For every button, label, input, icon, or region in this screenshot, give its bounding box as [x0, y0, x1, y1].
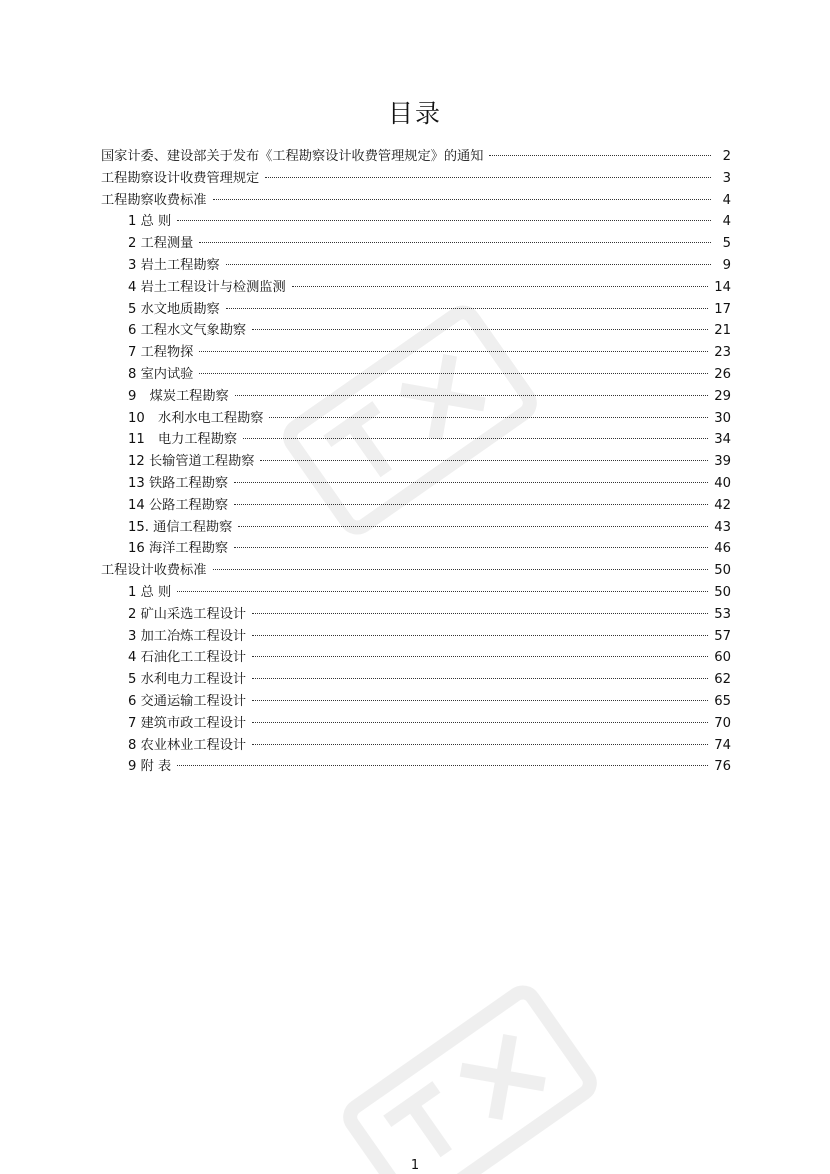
toc-entry-page: 76 [714, 759, 731, 775]
toc-entry[interactable] [101, 626, 731, 648]
toc-entry-page: 70 [714, 715, 731, 731]
toc-leader-dots [252, 635, 708, 636]
toc-entry-page: 3 [722, 170, 731, 186]
toc-leader-dots [235, 395, 709, 396]
toc-entry-label: 12 长输管道工程勘察 [128, 454, 255, 470]
toc-entry[interactable] [101, 451, 731, 473]
toc-leader-dots [226, 264, 711, 265]
toc-entry[interactable] [101, 342, 731, 364]
toc-leader-dots [199, 242, 711, 243]
toc-entry-page: 65 [714, 693, 731, 709]
toc-entry-label: 13 铁路工程勘察 [128, 475, 229, 491]
toc-entry[interactable] [101, 669, 731, 691]
toc-entry-label: 3 岩土工程勘察 [128, 257, 220, 273]
toc-leader-dots [234, 547, 708, 548]
toc-entry-label: 8 农业林业工程设计 [128, 737, 247, 753]
toc-entry[interactable] [101, 582, 731, 604]
toc-entry-label: 11 电力工程勘察 [128, 432, 238, 448]
toc-entry[interactable] [101, 756, 731, 778]
toc-entry[interactable] [101, 146, 731, 168]
toc-leader-dots [234, 482, 708, 483]
toc-leader-dots [252, 613, 708, 614]
toc-entry-page: 21 [714, 323, 731, 339]
toc-entry-label: 工程勘察收费标准 [101, 192, 207, 208]
toc-entry-page: 57 [714, 628, 731, 644]
toc-entry-page: 43 [714, 519, 731, 535]
toc-entry[interactable] [101, 604, 731, 626]
toc-leader-dots [265, 177, 711, 178]
toc-entry[interactable] [101, 495, 731, 517]
toc-entry-label: 工程设计收费标准 [101, 563, 207, 579]
toc-leader-dots [260, 460, 708, 461]
toc-entry-label: 7 工程物探 [128, 345, 194, 361]
toc-entry-page: 29 [714, 388, 731, 404]
toc-entry[interactable] [101, 473, 731, 495]
toc-leader-dots [252, 700, 708, 701]
toc-entry-label: 9 煤炭工程勘察 [128, 388, 229, 404]
toc-entry-page: 50 [714, 563, 731, 579]
toc-leader-dots [252, 744, 708, 745]
toc-leader-dots [243, 438, 708, 439]
toc-entry-page: 53 [714, 606, 731, 622]
toc-entry-page: 39 [714, 454, 731, 470]
toc-entry[interactable] [101, 211, 731, 233]
toc-entry-label: 工程勘察设计收费管理规定 [101, 170, 260, 186]
toc-leader-dots [252, 722, 708, 723]
toc-entry[interactable] [101, 320, 731, 342]
toc-leader-dots [238, 526, 708, 527]
toc-entry[interactable] [101, 408, 731, 430]
toc-entry-page: 40 [714, 475, 731, 491]
toc-entry-label: 1 总 则 [128, 584, 172, 600]
toc-entry-label: 5 水文地质勘察 [128, 301, 220, 317]
toc-entry-page: 34 [714, 432, 731, 448]
toc-entry-page: 42 [714, 497, 731, 513]
toc-entry-label: 5 水利电力工程设计 [128, 672, 247, 688]
toc-entry-label: 6 工程水文气象勘察 [128, 323, 247, 339]
toc-leader-dots [252, 329, 708, 330]
toc-entry-label: 14 公路工程勘察 [128, 497, 229, 513]
toc-entry-label: 4 岩土工程设计与检测监测 [128, 279, 286, 295]
toc-entry-label: 国家计委、建设部关于发布《工程勘察设计收费管理规定》的通知 [101, 149, 484, 164]
toc-entry-label: 2 矿山采选工程设计 [128, 606, 247, 622]
toc-entry-label: 4 石油化工工程设计 [128, 650, 247, 666]
toc-entry-label: 6 交通运输工程设计 [128, 693, 247, 709]
toc-leader-dots [234, 504, 708, 505]
toc-entry-page: 4 [722, 214, 731, 230]
toc-entry[interactable] [101, 168, 731, 190]
toc-entry-label: 15. 通信工程勘察 [128, 519, 233, 535]
toc-leader-dots [252, 678, 708, 679]
toc-entry-page: 4 [722, 192, 731, 208]
toc-leader-dots [226, 308, 709, 309]
toc-entry-page: 50 [714, 584, 731, 600]
toc-entry-label: 1 总 则 [128, 214, 172, 230]
toc-entry[interactable] [101, 538, 731, 560]
toc-leader-dots [252, 656, 708, 657]
toc-entry[interactable] [101, 386, 731, 408]
toc-entry-page: 30 [714, 410, 731, 426]
toc-leader-dots [269, 417, 708, 418]
toc-entry[interactable] [101, 517, 731, 539]
toc-entry-page: 2 [722, 149, 731, 164]
toc-entry[interactable] [101, 735, 731, 757]
toc-entry-page: 17 [714, 301, 731, 317]
toc-entry[interactable] [101, 713, 731, 735]
toc-entry-page: 60 [714, 650, 731, 666]
toc-leader-dots [292, 286, 709, 287]
toc-leader-dots [177, 591, 708, 592]
toc-entry-page: 46 [714, 541, 731, 557]
toc-leader-dots [213, 569, 709, 570]
page-number: 1 [410, 1158, 420, 1173]
toc-entry-page: 26 [714, 366, 731, 382]
toc-leader-dots [199, 373, 708, 374]
toc-entry-label: 9 附 表 [128, 759, 172, 775]
toc-entry[interactable] [101, 255, 731, 277]
toc-entry-label: 10 水利水电工程勘察 [128, 410, 264, 426]
toc-entry-label: 8 室内试验 [128, 366, 194, 382]
toc-entry-page: 9 [722, 257, 731, 273]
toc-leader-dots [213, 199, 712, 200]
toc-entry-label: 2 工程测量 [128, 236, 194, 252]
toc-leader-dots [177, 220, 711, 221]
toc-entry-label: 7 建筑市政工程设计 [128, 715, 247, 731]
page-title: 目录 [387, 99, 442, 128]
toc-entry[interactable] [101, 190, 731, 212]
toc-entry[interactable] [101, 277, 731, 299]
toc-entry-page: 74 [714, 737, 731, 753]
toc-leader-dots [199, 351, 708, 352]
toc-entry[interactable] [101, 429, 731, 451]
toc-entry[interactable] [101, 647, 731, 669]
toc-leader-dots [489, 155, 711, 156]
toc-entry-page: 14 [714, 279, 731, 295]
toc-entry-label: 16 海洋工程勘察 [128, 541, 229, 557]
toc-entry-label: 3 加工冶炼工程设计 [128, 628, 247, 644]
toc-leader-dots [177, 765, 708, 766]
toc-entry-page: 23 [714, 345, 731, 361]
toc-entry[interactable] [101, 560, 731, 582]
toc-entry[interactable] [101, 364, 731, 386]
toc-entry-page: 5 [722, 236, 731, 252]
toc-entry-page: 62 [714, 672, 731, 688]
toc-entry[interactable] [101, 233, 731, 255]
toc-entry[interactable] [101, 691, 731, 713]
toc-entry[interactable] [101, 299, 731, 321]
table-of-contents [101, 146, 731, 778]
